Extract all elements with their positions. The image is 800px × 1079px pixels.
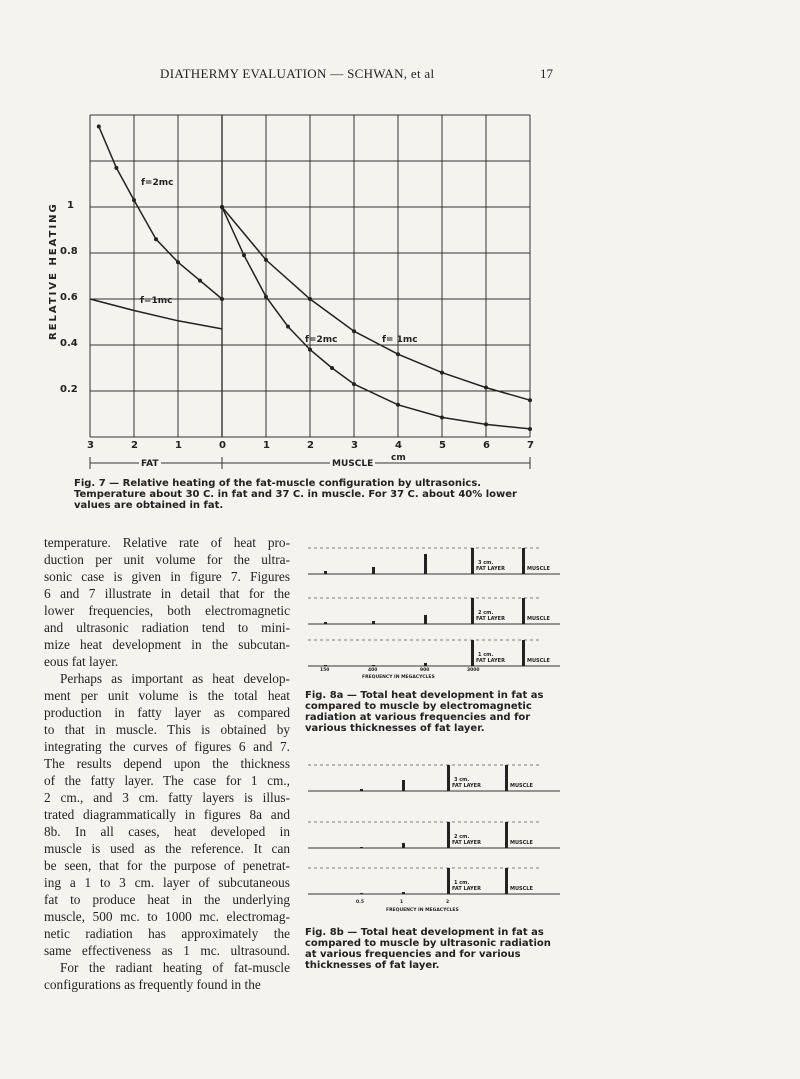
- body-line: to that in muscle. This is obtained by: [44, 722, 290, 737]
- fig8a-fat-thickness: 3 cm.: [478, 560, 494, 566]
- body-line: ment per unit volume is the total heat: [44, 688, 290, 703]
- body-line: be seen, that for the purpose of penetrat-: [44, 858, 290, 873]
- body-line: fat to produce heat in the underlying: [44, 892, 290, 907]
- fig8a-bar: [324, 571, 327, 574]
- fig8a-fat-layer-label: FAT LAYER: [476, 566, 505, 572]
- fig7-x-tick: 2: [307, 440, 314, 451]
- fig7-x-unit: cm: [391, 453, 406, 463]
- fig8a-bar: [324, 622, 327, 624]
- fig8b-bar: [360, 893, 363, 894]
- body-line: integrating the curves of figures 6 and 7.: [44, 739, 290, 754]
- fig7-label-muscle-1mc: f= 1mc: [382, 335, 418, 345]
- fig7-region-fat: FAT: [141, 459, 159, 469]
- body-line: muscle is used as the reference. It can: [44, 841, 290, 856]
- body-line: configurations as frequently found in the: [44, 977, 261, 992]
- fig8b-fat-thickness: 1 cm.: [454, 880, 470, 886]
- body-line: muscle, 500 mc. to 1000 mc. electromag-: [44, 909, 290, 924]
- fig8b-freq-tick: 1: [400, 900, 404, 905]
- fig8b-fat-bar: [447, 765, 450, 791]
- body-line: and ultrasonic radiation tend to mini-: [44, 620, 290, 635]
- fig7-x-tick: 5: [439, 440, 446, 451]
- fig8a-freq-label: FREQUENCY IN MEGACYCLES: [362, 675, 435, 680]
- fig8a-fat-thickness: 2 cm.: [478, 610, 494, 616]
- body-line: eous fat layer.: [44, 654, 119, 669]
- body-line: For the radiant heating of fat-muscle: [60, 960, 290, 975]
- fig8a-bar: [424, 554, 427, 574]
- fig8b-muscle-bar: [505, 868, 508, 894]
- fig8a-bar: [372, 621, 375, 624]
- fig8a-fat-thickness: 1 cm.: [478, 652, 494, 658]
- body-line: trated diagrammatically in figures 8a and: [44, 807, 290, 822]
- fig8b-muscle-bar: [505, 765, 508, 791]
- fig8a-muscle-label: MUSCLE: [527, 566, 550, 572]
- fig8b-muscle-label: MUSCLE: [510, 886, 533, 892]
- fig8b-bar: [402, 780, 405, 791]
- fig8b-caption: Fig. 8b — Total heat development in fat as compared to muscle by ultrasonic radiation at various frequencies and for various thicknesses of fat layer.: [305, 927, 551, 971]
- fig8a-fat-bar: [471, 548, 474, 574]
- fig8b-fat-thickness: 2 cm.: [454, 834, 470, 840]
- fig7-x-tick: 3: [87, 440, 94, 451]
- body-line: 8b. In all cases, heat developed in: [44, 824, 290, 839]
- fig8a-bar: [372, 665, 375, 666]
- fig7-y-axis-label: RELATIVE HEATING: [48, 202, 59, 340]
- fig7-x-tick: 7: [527, 440, 534, 451]
- fig8b-freq-tick: 0.5: [356, 900, 364, 905]
- fig7-y-tick: 0.4: [60, 338, 78, 349]
- fig8a-fat-bar: [471, 598, 474, 624]
- body-line: 2 cm., and 3 cm. fatty layers is illus-: [44, 790, 290, 805]
- fig8a-freq-tick: 3000: [467, 668, 480, 673]
- fig8a-fat-layer-label: FAT LAYER: [476, 658, 505, 664]
- fig7-y-tick: 1: [67, 200, 74, 211]
- fig8a-freq-tick: 900: [420, 668, 430, 673]
- fig7-caption: Fig. 7 — Relative heating of the fat-muscle configuration by ultrasonics. Temperature about 30 C. in fat and 37 C. in muscle. For 37 C. about 40% lower values are obtained in fat.: [74, 478, 517, 511]
- fig7-x-tick: 0: [219, 440, 226, 451]
- fig8b-bar: [360, 847, 363, 848]
- body-line: same effectiveness as 1 mc. ultrasound.: [44, 943, 290, 958]
- fig8b-muscle-label: MUSCLE: [510, 840, 533, 846]
- body-line: Perhaps as important as heat develop-: [60, 671, 290, 686]
- fig8b-fat-layer-label: FAT LAYER: [452, 886, 481, 892]
- body-line: lower frequencies, both electromagnetic: [44, 603, 290, 618]
- fig8b-freq-label: FREQUENCY IN MEGACYCLES: [386, 908, 459, 913]
- fig8b-fat-bar: [447, 868, 450, 894]
- fig7-label-fat-1mc: f=1mc: [140, 296, 173, 306]
- fig7-y-tick: 0.8: [60, 246, 78, 257]
- fig8a-caption: Fig. 8a — Total heat development in fat as compared to muscle by electromagnetic radiation at various frequencies and for various thicknesses of fat layer.: [305, 690, 544, 734]
- fig8a-bar: [424, 615, 427, 624]
- fig7-x-tick: 4: [395, 440, 402, 451]
- fig8a-muscle-bar: [522, 548, 525, 574]
- fig8b-bar: [402, 843, 405, 848]
- fig7-x-tick: 3: [351, 440, 358, 451]
- fig8a-muscle-bar: [522, 640, 525, 666]
- fig8b-muscle-bar: [505, 822, 508, 848]
- body-line: mize heat development in the subcutan-: [44, 637, 290, 652]
- fig7-x-tick: 2: [131, 440, 138, 451]
- fig8a-muscle-label: MUSCLE: [527, 616, 550, 622]
- fig7-region-muscle: MUSCLE: [332, 459, 374, 469]
- fig8b-fat-bar: [447, 822, 450, 848]
- fig7-x-tick: 1: [175, 440, 182, 451]
- fig7-label-muscle-2mc: f=2mc: [305, 335, 338, 345]
- fig8a-muscle-label: MUSCLE: [527, 658, 550, 664]
- body-line: ing a 1 to 3 cm. layer of subcutaneous: [44, 875, 290, 890]
- fig8a-bar: [324, 665, 327, 666]
- fig8b-fat-thickness: 3 cm.: [454, 777, 470, 783]
- body-line: netic radiation has approximately the: [44, 926, 290, 941]
- fig8a-freq-tick: 400: [368, 668, 378, 673]
- fig8b-muscle-label: MUSCLE: [510, 783, 533, 789]
- fig7-y-tick: 0.2: [60, 384, 78, 395]
- fig7-label-fat-2mc: f=2mc: [141, 178, 174, 188]
- body-line: production in fatty layer as compared: [44, 705, 290, 720]
- fig8b-fat-layer-label: FAT LAYER: [452, 840, 481, 846]
- fig8a-bar: [372, 567, 375, 574]
- fig7-x-tick: 1: [263, 440, 270, 451]
- fig8b-bar: [360, 789, 363, 791]
- body-line: 6 and 7 illustrate in detail that for the: [44, 586, 290, 601]
- fig8a-freq-tick: 150: [320, 668, 330, 673]
- fig8a-bar: [424, 663, 427, 666]
- body-line: The results depend upon the thickness: [44, 756, 290, 771]
- fig8a-fat-layer-label: FAT LAYER: [476, 616, 505, 622]
- fig8b-freq-tick: 2: [446, 900, 450, 905]
- body-line: sonic case is given in figure 7. Figures: [44, 569, 290, 584]
- fig7-y-tick: 0.6: [60, 292, 78, 303]
- body-line: of the fatty layer. The case for 1 cm.,: [44, 773, 290, 788]
- body-line: duction per unit volume for the ultra-: [44, 552, 290, 567]
- fig8b-fat-layer-label: FAT LAYER: [452, 783, 481, 789]
- fig8b-bar: [402, 892, 405, 894]
- body-line: temperature. Relative rate of heat pro-: [44, 535, 290, 550]
- fig8a-muscle-bar: [522, 598, 525, 624]
- fig7-x-tick: 6: [483, 440, 490, 451]
- running-title: DIATHERMY EVALUATION — SCHWAN, et al: [160, 66, 435, 81]
- fig8a-fat-bar: [471, 640, 474, 666]
- page-number: 17: [540, 66, 553, 81]
